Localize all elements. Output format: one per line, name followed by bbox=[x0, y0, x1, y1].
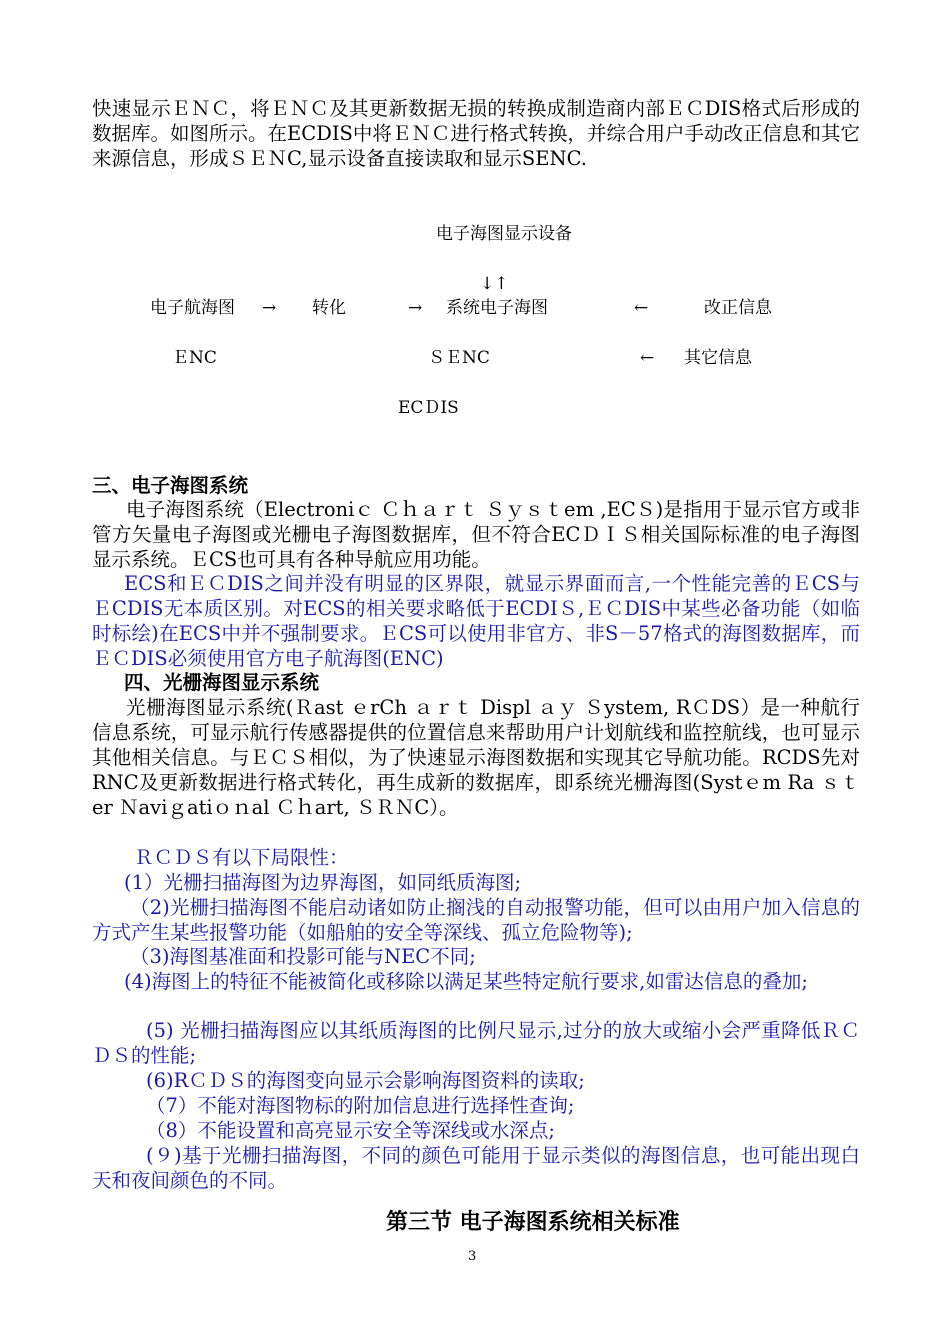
arrow-left-1: ← bbox=[634, 298, 649, 318]
limit-item-9: (９)基于光栅扫描海图，不同的颜色可能用于显示类似的海图信息，也可能出现白天和夜间颜色的不同。 bbox=[92, 1144, 860, 1192]
limit-item-3: （3)海图基准面和投影可能与NEC不同; bbox=[130, 945, 476, 968]
enc-label: ＥNC bbox=[172, 348, 217, 368]
convert-label: 转化 bbox=[312, 298, 346, 318]
limit-item-4: (4)海图上的特征不能被简化或移除以满足某些特定航行要求,如雷达信息的叠加; bbox=[124, 970, 808, 993]
section-title: 第三节 电子海图系统相关标准 bbox=[386, 1209, 680, 1235]
section4-heading: 四、光栅海图显示系统 bbox=[124, 671, 320, 694]
intro-paragraph: 快速显示ＥＮＣ，将ＥＮＣ及其更新数据无损的转换成制造商内部ＥＣDIS格式后形成的数据库。如图所示。在ECDIS中将ＥＮＣ进行格式转换，并综合用户手动改正信息和其它来源信息，形成ＳＥＮC,显示设备直接读取和显示SENC. bbox=[92, 97, 860, 170]
enc-cn-label: 电子航海图 bbox=[150, 298, 235, 318]
section3-paragraph-1: 电子海图系统（Electroniｃ Ｃｈａｒｔ Ｓｙｓｔem ,ECＳ)是指用于显示官方或非管方矢量电子海图或光栅电子海图数据库，但不符合ECＤＩＳ相关国际标准的电子海图显示系统。ＥCS也可具有各种导航应用功能。 bbox=[92, 498, 860, 571]
system-chart-label: 系统电子海图 bbox=[446, 298, 548, 318]
corrections-label: 改正信息 bbox=[704, 298, 772, 318]
ecdis-label: ECＤIS bbox=[398, 398, 459, 418]
limit-item-5: (5) 光栅扫描海图应以其纸质海图的比例尺显示,过分的放大或缩小会严重降低ＲＣＤＳ的性能; bbox=[92, 1019, 860, 1067]
arrow-right-1: → bbox=[262, 298, 277, 318]
section3-paragraph-2: ECS和ＥＣDIS之间并没有明显的区界限，就显示界面而言,一个性能完善的ＥCS与ＥCDIS无本质区别。对ECS的相关要求略低于ECDIＳ,ＥＣDIS中某些必备功能（如临时标绘)在ECS中并不强制要求。ＥCS可以使用非官方、非S－57格式的海图数据库，而ＥＣDIS必须使用官方电子航海图(ENC) bbox=[92, 572, 860, 670]
section3-heading: 三、电子海图系统 bbox=[92, 474, 249, 497]
arrow-left-2: ← bbox=[640, 348, 655, 368]
page-number: 3 bbox=[468, 1249, 477, 1264]
arrow-right-2: → bbox=[408, 298, 423, 318]
section4-paragraph-1: 光栅海图显示系统(Ｒast ｅrCh ａｒｔ Displ ａｙ Ｓystem, RＣDS）是一种航行信息系统，可显示航行传感器提供的位置信息来帮助用户计划航线和监控航线，也可显示其他相关信息。与ＥＣＳ相似，为了快速显示海图数据和实现其它导航功能。RCDS先对RNC及更新数据进行格式转化，再生成新的数据库，即系统光栅海图(Systｅm Ra ｓｔer Ｎaviｇatiｏｎal Ｃｈart, ＳＲＮC）。 bbox=[92, 696, 860, 819]
limit-item-1: (1）光栅扫描海图为边界海图，如同纸质海图; bbox=[124, 871, 522, 894]
limit-item-7: （7）不能对海图物标的附加信息进行选择性查询; bbox=[146, 1094, 575, 1117]
limit-item-6: (6)RＣＤＳ的海图变向显示会影响海图资料的读取; bbox=[146, 1069, 585, 1092]
limit-item-8: （8）不能设置和高亮显示安全等深线或水深点; bbox=[146, 1119, 555, 1142]
display-device-label: 电子海图显示设备 bbox=[436, 224, 572, 244]
senc-label: ＳＥNC bbox=[428, 348, 490, 368]
updown-arrows: ↓↑ bbox=[480, 274, 509, 294]
limit-item-2: （2)光栅扫描海图不能启动诸如防止搁浅的自动报警功能，但可以由用户加入信息的方式产生某些报警功能（如船舶的安全等深线、孤立危险物等); bbox=[92, 896, 860, 944]
limits-intro: ＲＣＤＳ有以下局限性： bbox=[134, 846, 349, 869]
other-info-label: 其它信息 bbox=[684, 348, 752, 368]
